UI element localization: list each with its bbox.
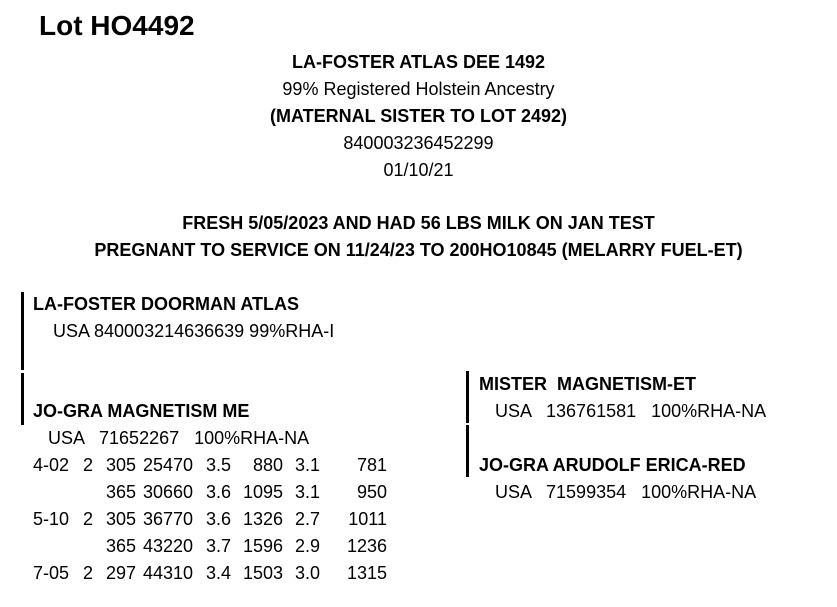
production-record-cell: 3.6 bbox=[205, 509, 231, 529]
dam-registration: USA 71652267 100%RHA-NA bbox=[48, 428, 310, 448]
production-record-cell: 305 bbox=[105, 455, 136, 475]
production-record-cell: 2 bbox=[83, 455, 94, 475]
production-record-row bbox=[33, 482, 393, 506]
production-record-cell: 305 bbox=[105, 509, 136, 529]
animal-ancestry: 99% Registered Holstein Ancestry bbox=[282, 79, 555, 99]
animal-id: 840003236452299 bbox=[343, 133, 494, 153]
production-record-row bbox=[33, 455, 393, 479]
production-record-cell: 781 bbox=[356, 455, 387, 475]
production-record-cell: 1315 bbox=[346, 563, 387, 583]
production-record-cell: 25470 bbox=[142, 455, 193, 475]
production-record-cell: 43220 bbox=[142, 536, 193, 556]
production-record-row bbox=[33, 563, 393, 587]
production-record-cell: 880 bbox=[252, 455, 283, 475]
sire-bracket bbox=[21, 292, 24, 370]
production-record-cell: 3.7 bbox=[205, 536, 231, 556]
production-record-cell: 2.9 bbox=[294, 536, 320, 556]
production-record-cell: 4-02 bbox=[33, 455, 70, 475]
grandsire-bracket bbox=[466, 371, 469, 423]
grandsire-name: MISTER MAGNETISM-ET bbox=[479, 374, 696, 394]
granddam-bracket bbox=[466, 425, 469, 477]
production-record-cell: 3.0 bbox=[294, 563, 320, 583]
animal-name: LA-FOSTER ATLAS DEE 1492 bbox=[291, 52, 546, 72]
production-record-cell: 44310 bbox=[142, 563, 193, 583]
production-record-cell: 297 bbox=[105, 563, 136, 583]
production-record-cell: 1236 bbox=[346, 536, 387, 556]
production-record-cell: 1326 bbox=[242, 509, 283, 529]
grandsire-registration: USA 136761581 100%RHA-NA bbox=[495, 401, 767, 421]
production-record-cell: 36770 bbox=[142, 509, 193, 529]
production-record-cell: 2 bbox=[83, 509, 94, 529]
production-record-cell: 1011 bbox=[348, 509, 387, 529]
sire-name: LA-FOSTER DOORMAN ATLAS bbox=[33, 294, 299, 314]
birth-date: 01/10/21 bbox=[383, 160, 454, 180]
production-record-cell: 2 bbox=[83, 563, 94, 583]
pregnancy-status: PREGNANT TO SERVICE ON 11/24/23 TO 200HO10845 (MELARRY FUEL-ET) bbox=[94, 240, 743, 260]
production-record-row bbox=[33, 509, 393, 533]
production-record-cell: 2.7 bbox=[294, 509, 320, 529]
granddam-name: JO-GRA ARUDOLF ERICA-RED bbox=[479, 455, 746, 475]
production-record-cell: 365 bbox=[105, 482, 136, 502]
production-record-cell: 1596 bbox=[242, 536, 283, 556]
production-record-cell: 3.1 bbox=[294, 482, 320, 502]
fresh-status: FRESH 5/05/2023 AND HAD 56 LBS MILK ON JAN TEST bbox=[182, 213, 655, 233]
production-record-cell: 950 bbox=[356, 482, 387, 502]
production-record-cell: 3.6 bbox=[205, 482, 231, 502]
production-record-cell: 3.1 bbox=[294, 455, 320, 475]
animal-note: (MATERNAL SISTER TO LOT 2492) bbox=[269, 106, 568, 126]
production-record-cell: 1503 bbox=[242, 563, 283, 583]
production-record-cell: 5-10 bbox=[33, 509, 70, 529]
granddam-registration: USA 71599354 100%RHA-NA bbox=[495, 482, 757, 502]
dam-bracket bbox=[21, 373, 24, 425]
production-record-cell: 3.4 bbox=[205, 563, 231, 583]
production-record-cell: 30660 bbox=[142, 482, 193, 502]
production-record-cell: 7-05 bbox=[33, 563, 70, 583]
production-record-cell: 1095 bbox=[242, 482, 283, 502]
production-record-cell: 3.5 bbox=[205, 455, 231, 475]
production-record-cell: 365 bbox=[105, 536, 136, 556]
dam-name: JO-GRA MAGNETISM ME bbox=[33, 401, 250, 421]
lot-number: Lot HO4492 bbox=[39, 10, 195, 41]
sire-registration: USA 840003214636639 99%RHA-I bbox=[53, 321, 335, 341]
production-record-row bbox=[33, 536, 393, 560]
